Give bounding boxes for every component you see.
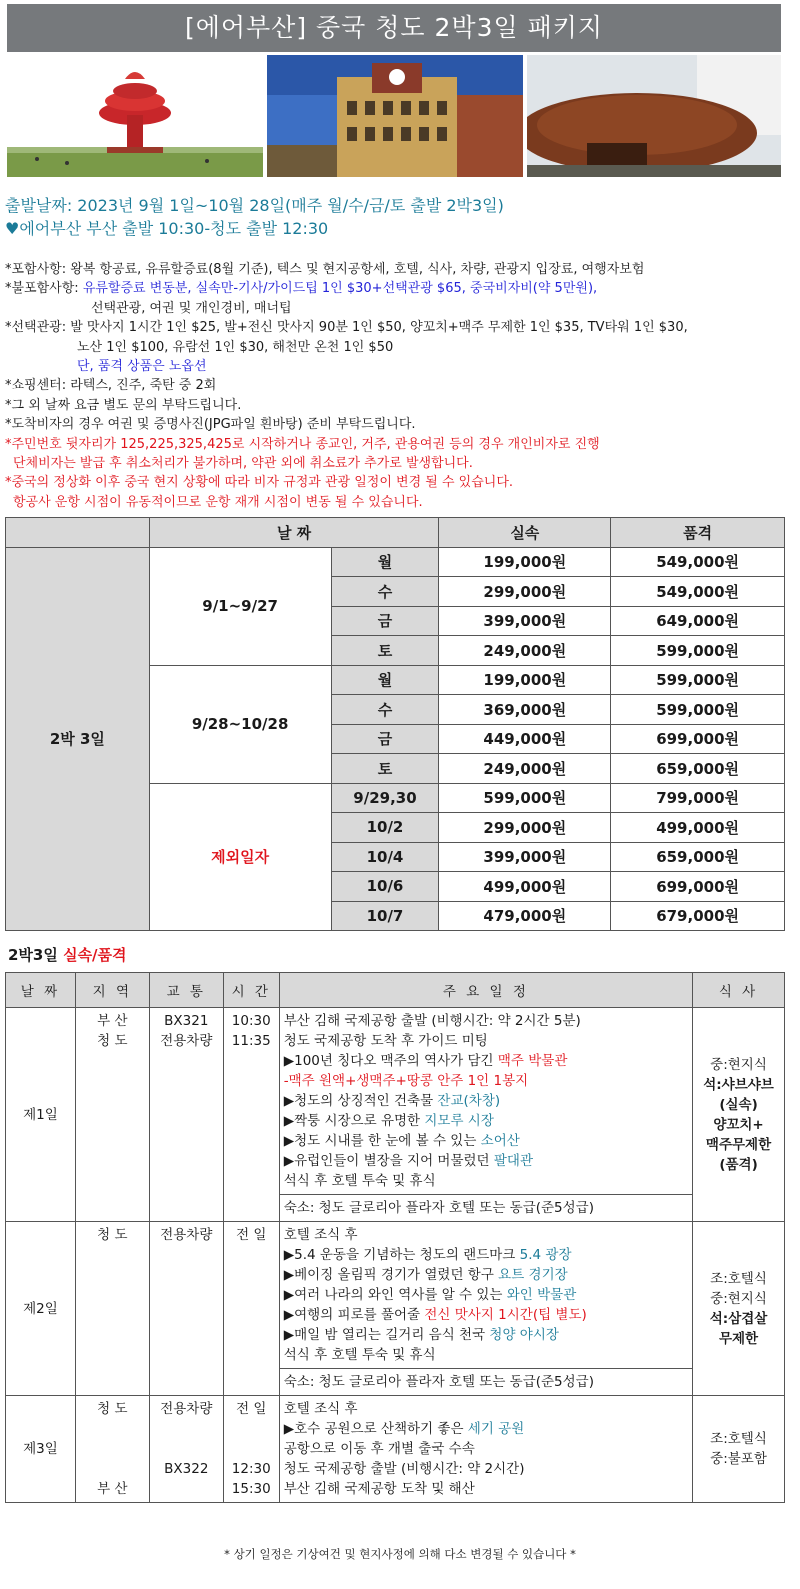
basic-price: 479,000원	[439, 901, 611, 931]
day-cell: 10/2	[331, 813, 439, 843]
basic-price: 399,000원	[439, 606, 611, 636]
price-header-premium: 품격	[611, 518, 785, 548]
day-cell: 10/4	[331, 842, 439, 872]
basic-price: 599,000원	[439, 783, 611, 813]
note-optional-tour: *선택관광: 발 맛사지 1시간 1인 $25, 발+전신 맛사지 90분 1인 $50, 양꼬치+맥주 무제한 1인 $35, TV타워 1인 $30,	[5, 320, 688, 336]
table-row	[6, 1008, 785, 1195]
sched-header-date: 날 짜	[6, 973, 76, 1008]
page-title: [에어부산] 중국 청도 2박3일 패키지	[7, 4, 781, 52]
note-visa: *도착비자의 경우 여권 및 증명사진(JPG파일 흰바탕) 준비 부탁드립니다.	[5, 417, 416, 433]
may-fourth-square-photo	[7, 55, 263, 177]
note-optional-tour-cont: 노산 1인 $100, 유람선 1인 $30, 해천만 온천 1인 $50	[77, 339, 394, 355]
premium-price: 599,000원	[611, 695, 785, 725]
premium-price: 659,000원	[611, 754, 785, 784]
itinerary-cell: 부산 김해 국제공항 출발 (비행시간: 약 2시간 5분) 청도 국제공항 도착 후 가이드 미팅 ▶100년 칭다오 맥주의 역사가 담긴 맥주 박물관 -맥주 원액+생맥주+땅콩 안주 1인 1봉지 ▶청도의 상징적인 건축물 잔교(차창) ▶짝퉁 시장으로 유명한 지모루 시장 ▶청도 시내를 한 눈에 볼 수 있는 소어산 ▶유럽인들이 별장을 지어 머물렀던 팔대관 석식 후 호텔 투숙 및 휴식	[279, 1008, 692, 1195]
itinerary-cell: 호텔 조식 후 ▶호수 공원으로 산책하기 좋은 세기 공원 공항으로 이동 후 개별 출국 수속 청도 국제공항 출발 (비행시간: 약 2시간) 부산 김해 국제공항 도착 및 해산	[279, 1396, 692, 1503]
note-flight-change: 항공사 운항 시점이 유동적이므로 운항 재개 시점이 변동 될 수 있습니다.	[13, 494, 423, 510]
note-excluded-cont: 선택관광, 여권 및 개인경비, 매너팁	[91, 300, 292, 316]
transport-cell: 전용차량 BX322	[149, 1396, 223, 1503]
basic-price: 249,000원	[439, 754, 611, 784]
basic-price: 249,000원	[439, 636, 611, 666]
premium-price: 659,000원	[611, 842, 785, 872]
day-label: 제3일	[6, 1396, 76, 1503]
sched-header-meal: 식 사	[693, 973, 785, 1008]
meal-cell: 중:현지식 석:샤브샤브 (실속) 양꼬치+ 맥주무제한 (품격)	[693, 1008, 785, 1222]
premium-price: 599,000원	[611, 636, 785, 666]
excluded-dates-label: 제외일자	[149, 783, 331, 931]
meal-cell: 조:호텔식 중:불포함	[693, 1396, 785, 1503]
footer-note: * 상기 일정은 기상여건 및 현지사정에 의해 다소 변경될 수 있습니다 *	[224, 1547, 576, 1561]
premium-price: 549,000원	[611, 577, 785, 607]
day-label: 제1일	[6, 1008, 76, 1222]
photo-strip	[7, 55, 781, 177]
premium-price: 549,000원	[611, 547, 785, 577]
basic-price: 199,000원	[439, 547, 611, 577]
day-cell: 수	[331, 695, 439, 725]
note-included: *포함사항: 왕복 항공료, 유류할증료(8월 기준), 텍스 및 현지공항세, 호텔, 식사, 차량, 관광지 입장료, 여행자보험	[5, 262, 645, 277]
day-cell: 9/29,30	[331, 783, 439, 813]
premium-price: 499,000원	[611, 813, 785, 843]
day-cell: 월	[331, 665, 439, 695]
note-no-option: 단, 품격 상품은 노옵션	[77, 359, 207, 375]
note-personal-visa: *주민번호 뒷자리가 125,225,325,425로 시작하거나 종교인, 거주, 관용여권 등의 경우 개인비자로 진행	[5, 436, 600, 452]
region-cell: 부 산 청 도	[75, 1008, 149, 1222]
premium-price: 599,000원	[611, 665, 785, 695]
note-group-visa: 단체비자는 발급 후 취소처리가 불가하며, 약관 외에 취소료가 추가로 발생합니다.	[13, 456, 473, 472]
wine-museum-photo	[527, 55, 781, 177]
itinerary-cell: 호텔 조식 후 ▶5.4 운동을 기념하는 청도의 랜드마크 5.4 광장 ▶베이징 올림픽 경기가 열렸던 항구 요트 경기장 ▶여러 나라의 와인 역사를 알 수 있는 와인 박물관 ▶여행의 피로를 풀어줄 전신 맛사지 1시간(팁 별도) ▶매일 밤 열리는 길거리 음식 천국 청양 야시장 석식 후 호텔 투숙 및 휴식	[279, 1222, 692, 1369]
note-visa-change: *중국의 정상화 이후 중국 현지 상황에 따라 비자 규정과 관광 일정이 변경 될 수 있습니다.	[5, 475, 514, 491]
price-header-empty	[6, 518, 150, 548]
premium-price: 699,000원	[611, 724, 785, 754]
region-cell: 청 도 부 산	[75, 1396, 149, 1503]
day-cell: 10/7	[331, 901, 439, 931]
price-table	[5, 517, 785, 931]
transport-cell: 전용차량	[149, 1222, 223, 1396]
day-cell: 월	[331, 547, 439, 577]
basic-price: 369,000원	[439, 695, 611, 725]
day-cell: 10/6	[331, 872, 439, 902]
schedule-table	[5, 972, 785, 1503]
day-cell: 금	[331, 606, 439, 636]
time-cell: 10:30 11:35	[223, 1008, 279, 1222]
price-header-date: 날 짜	[149, 518, 439, 548]
time-cell: 전 일 12:30 15:30	[223, 1396, 279, 1503]
sched-header-itinerary: 주 요 일 정	[279, 973, 692, 1008]
sched-header-region: 지 역	[75, 973, 149, 1008]
basic-price: 399,000원	[439, 842, 611, 872]
region-cell: 청 도	[75, 1222, 149, 1396]
premium-price: 699,000원	[611, 872, 785, 902]
table-row	[6, 1222, 785, 1369]
day-cell: 토	[331, 636, 439, 666]
sched-header-time: 시 간	[223, 973, 279, 1008]
departure-dates: 출발날짜: 2023년 9월 1일~10월 28일(매주 월/수/금/토 출발 2박3일)	[5, 196, 504, 215]
day-cell: 수	[331, 577, 439, 607]
time-cell: 전 일	[223, 1222, 279, 1396]
premium-price: 799,000원	[611, 783, 785, 813]
day-label: 제2일	[6, 1222, 76, 1396]
schedule-title: 2박3일 실속/품격	[8, 946, 127, 964]
period-label: 9/1~9/27	[149, 547, 331, 665]
notes-section	[5, 260, 795, 512]
premium-price: 649,000원	[611, 606, 785, 636]
beer-museum-building-photo	[267, 55, 523, 177]
note-shopping: *쇼핑센터: 라텍스, 진주, 죽탄 중 2회	[5, 378, 217, 394]
basic-price: 499,000원	[439, 872, 611, 902]
table-row	[6, 1396, 785, 1503]
period-label: 9/28~10/28	[149, 665, 331, 783]
flight-info: ♥에어부산 부산 출발 10:30-청도 출발 12:30	[5, 219, 329, 238]
transport-cell: BX321 전용차량	[149, 1008, 223, 1222]
day-cell: 토	[331, 754, 439, 784]
note-other-dates: *그 외 날짜 요금 별도 문의 부탁드립니다.	[5, 397, 242, 413]
package-label: 2박 3일	[6, 547, 150, 931]
day-cell: 금	[331, 724, 439, 754]
table-row	[6, 547, 785, 577]
basic-price: 449,000원	[439, 724, 611, 754]
basic-price: 299,000원	[439, 813, 611, 843]
note-excluded: *불포함사항: 유류할증료 변동분, 실속만-기사/가이드팁 1인 $30+선택관광 $65, 중국비자비(약 5만원),	[5, 281, 598, 297]
hotel-cell: 숙소: 청도 글로리아 플라자 호텔 또는 동급(준5성급)	[279, 1195, 692, 1222]
meal-cell: 조:호텔식 중:현지식 석:삼겹살 무제한	[693, 1222, 785, 1396]
hotel-cell: 숙소: 청도 글로리아 플라자 호텔 또는 동급(준5성급)	[279, 1369, 692, 1396]
premium-price: 679,000원	[611, 901, 785, 931]
price-header-basic: 실속	[439, 518, 611, 548]
basic-price: 199,000원	[439, 665, 611, 695]
basic-price: 299,000원	[439, 577, 611, 607]
sched-header-transport: 교 통	[149, 973, 223, 1008]
